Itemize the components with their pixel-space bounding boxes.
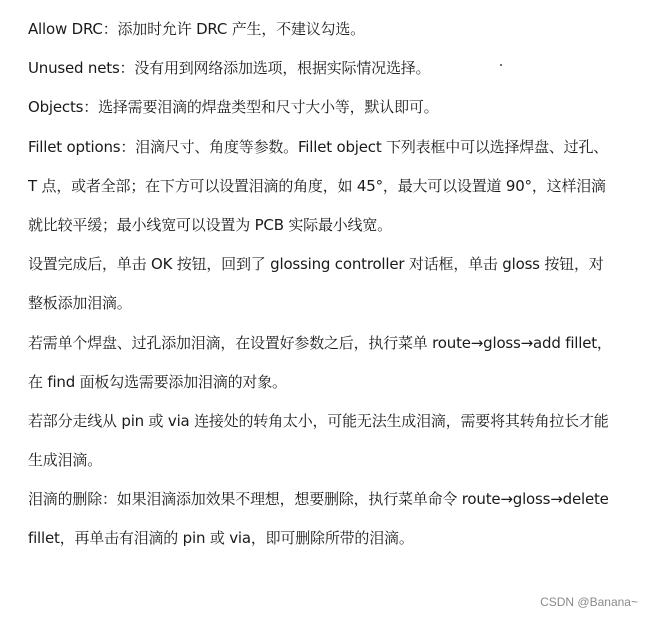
text-line: 若部分走线从 pin 或 via 连接处的转角太小，可能无法生成泪滴，需要将其转角拉长才能 [28,411,609,430]
stray-dot [500,64,502,66]
text-line: 设置完成后，单击 OK 按钮，回到了 glossing controller 对话框，单击 gloss 按钮，对 [28,255,604,274]
text-line: fillet，再单击有泪滴的 pin 或 via，即可删除所带的泪滴。 [28,529,414,548]
text-line: T 点，或者全部；在下方可以设置泪滴的角度，如 45°，最大可以设置道 90°，这样泪滴 [28,176,606,195]
text-line: 就比较平缓；最小线宽可以设置为 PCB 实际最小线宽。 [28,215,392,234]
text-line: 泪滴的删除：如果泪滴添加效果不理想，想要删除，执行菜单命令 route→gloss→delete [28,490,609,509]
document-body [28,10,628,559]
text-line: 生成泪滴。 [28,451,103,470]
watermark: CSDN @Banana~ [540,595,638,609]
text-line: 在 find 面板勾选需要添加泪滴的对象。 [28,372,287,391]
text-line: Allow DRC：添加时允许 DRC 产生，不建议勾选。 [28,20,365,38]
text-line: Fillet options：泪滴尺寸、角度等参数。Fillet object 下列表框中可以选择焊盘、过孔、 [28,137,609,156]
text-line: Unused nets：没有用到网络添加选项，根据实际情况选择。 [28,59,431,78]
text-line: 若需单个焊盘、过孔添加泪滴，在设置好参数之后，执行菜单 route→gloss→add fillet， [28,333,612,352]
text-line: Objects：选择需要泪滴的焊盘类型和尺寸大小等，默认即可。 [28,98,439,117]
text-line: 整板添加泪滴。 [28,294,132,313]
